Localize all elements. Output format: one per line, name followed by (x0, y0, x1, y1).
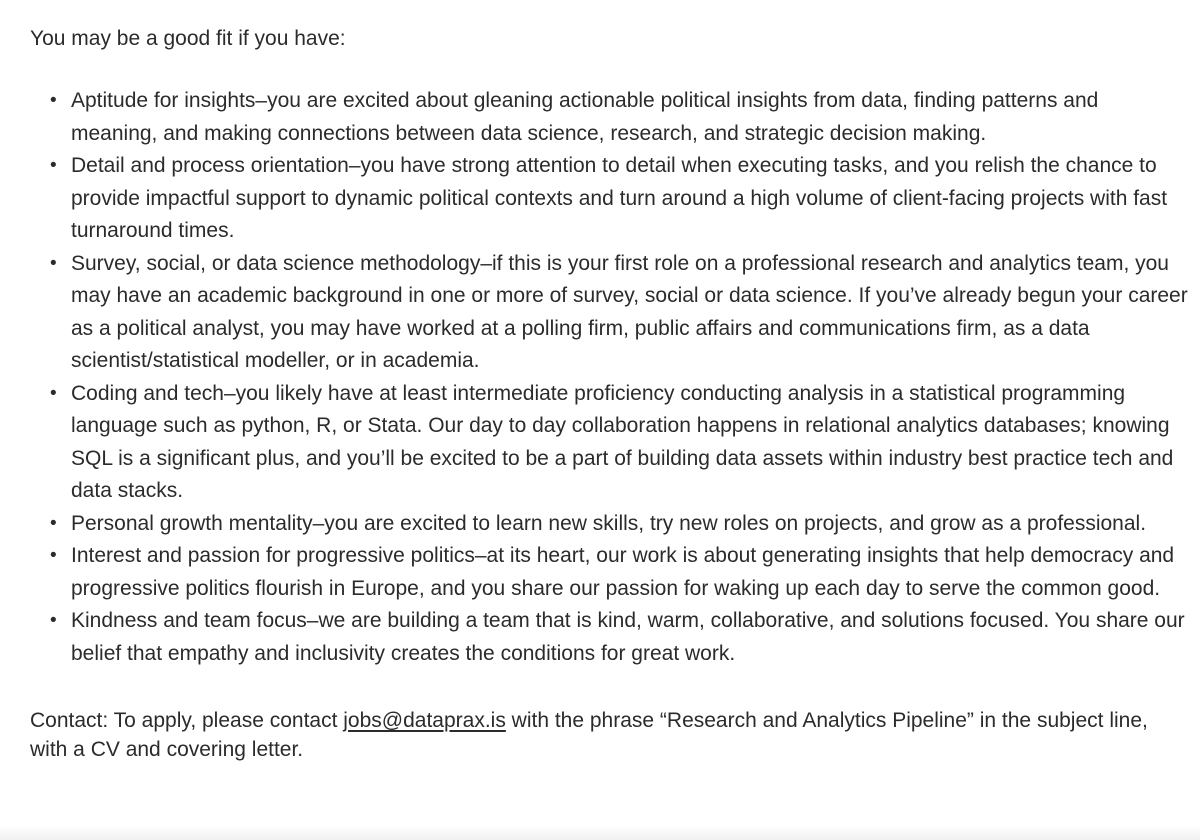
list-item-text: Interest and passion for progressive politics–at its heart, our work is about generating insights that help democracy and progressive politics flourish in Europe, and you share our passion for waking up each day to serve the common good. (71, 544, 1175, 600)
bullet-icon: • (50, 90, 57, 111)
requirements-list (30, 85, 1190, 670)
bullet-icon: • (50, 382, 57, 404)
list-item (50, 85, 1190, 150)
list-item (50, 248, 1190, 378)
bullet-icon: • (50, 512, 57, 534)
list-item-text: Coding and tech–you likely have at least intermediate proficiency conducting analysis in a statistical programming language such as python, R, or Stata. Our day to day collaboration happens in relational analytics databases; knowing SQL is a significant plus, and you’ll be excited to be a part of building data assets within industry best practice tech and data stacks. (71, 381, 1174, 502)
contact-suffix: with the phrase “Research and Analytics Pipeline” in the subject line, with a CV and covering letter. (30, 709, 1148, 761)
list-item (50, 150, 1190, 248)
list-item-text: Kindness and team focus–we are building a team that is kind, warm, collaborative, and solutions focused. You share our belief that empathy and inclusivity creates the conditions for great work. (71, 609, 1185, 665)
list-item-text: Aptitude for insights–you are excited about gleaning actionable political insights from data, finding patterns and meaning, and making connections between data science, research, and strategic decision making. (71, 89, 1099, 145)
list-item (50, 378, 1190, 508)
list-item-text: Personal growth mentality–you are excited to learn new skills, try new roles on projects, and grow as a professional. (71, 511, 1147, 535)
list-item (50, 540, 1190, 605)
bullet-icon: • (50, 155, 57, 176)
bullet-icon: • (50, 545, 57, 566)
bullet-icon: • (50, 610, 57, 631)
list-item-text: Detail and process orientation–you have strong attention to detail when executing tasks, and you relish the chance to provide impactful support to dynamic political contexts and turn around a high volume of client-facing projects with fast turnaround times. (71, 154, 1168, 242)
list-item-text: Survey, social, or data science methodology–if this is your first role on a professional research and analytics team, you may have an academic background in one or more of survey, social or data science. If you’ve already begun your career as a political analyst, you may have worked at a polling firm, public affairs and communications firm, as a data scientist/statistical modeller, or in academia. (71, 251, 1188, 372)
contact-prefix: Contact: To apply, please contact (30, 709, 344, 732)
intro-text: You may be a good fit if you have: (30, 27, 346, 50)
list-item (50, 508, 1190, 541)
bottom-edge (0, 826, 1200, 840)
job-description (30, 24, 1190, 764)
contact-email-link[interactable]: jobs@dataprax.is (343, 709, 506, 732)
list-item (50, 605, 1190, 670)
bullet-icon: • (50, 252, 57, 274)
contact-paragraph (30, 706, 1190, 764)
